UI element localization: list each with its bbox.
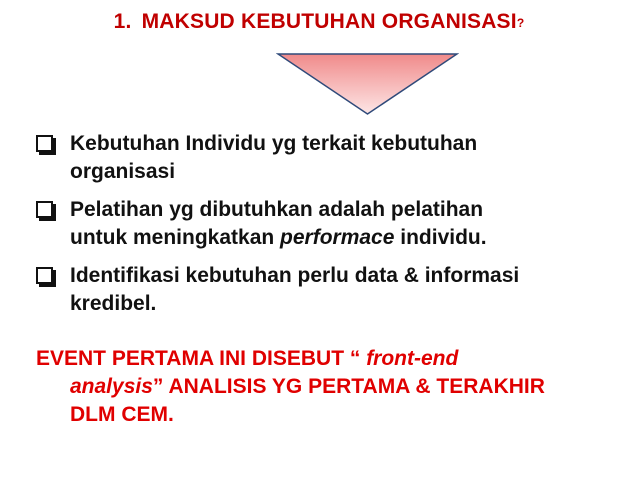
bullet-text-cont: organisasi [70, 160, 176, 183]
list-item [36, 262, 626, 318]
conclusion-line3: DLM CEM. [70, 403, 174, 426]
checkbox-bullet-icon [36, 267, 53, 284]
conclusion-part: ” ANALISIS YG PERTAMA & TERAKHIR [152, 375, 545, 398]
bullet-list [36, 130, 626, 328]
conclusion-part: EVENT PERTAMA INI DISEBUT “ [36, 347, 367, 370]
list-item [36, 130, 626, 186]
list-item [36, 196, 626, 252]
conclusion-line2 [36, 373, 626, 401]
conclusion-text [36, 345, 626, 429]
conclusion-italic: analysis [70, 375, 153, 398]
bullet-text-cont: kredibel. [70, 292, 157, 315]
title-suffix: ? [516, 16, 525, 30]
checkbox-bullet-icon [36, 135, 53, 152]
title-number: 1. [113, 10, 132, 33]
bullet-text-italic: performace [280, 226, 395, 249]
checkbox-bullet-icon [36, 201, 53, 218]
page-title [0, 10, 638, 34]
bullet-text-cont [70, 224, 626, 252]
bullet-text: Identifikasi kebutuhan perlu data & informasi [70, 264, 520, 287]
title-text: MAKSUD KEBUTUHAN ORGANISASI [141, 10, 517, 33]
bullet-text-part: untuk meningkatkan [70, 226, 281, 249]
conclusion-italic: front-end [366, 347, 459, 370]
down-triangle-icon [276, 52, 459, 116]
bullet-text-part: individu. [394, 226, 487, 249]
bullet-text: Kebutuhan Individu yg terkait kebutuhan [70, 132, 478, 155]
bullet-text: Pelatihan yg dibutuhkan adalah pelatihan [70, 198, 484, 221]
